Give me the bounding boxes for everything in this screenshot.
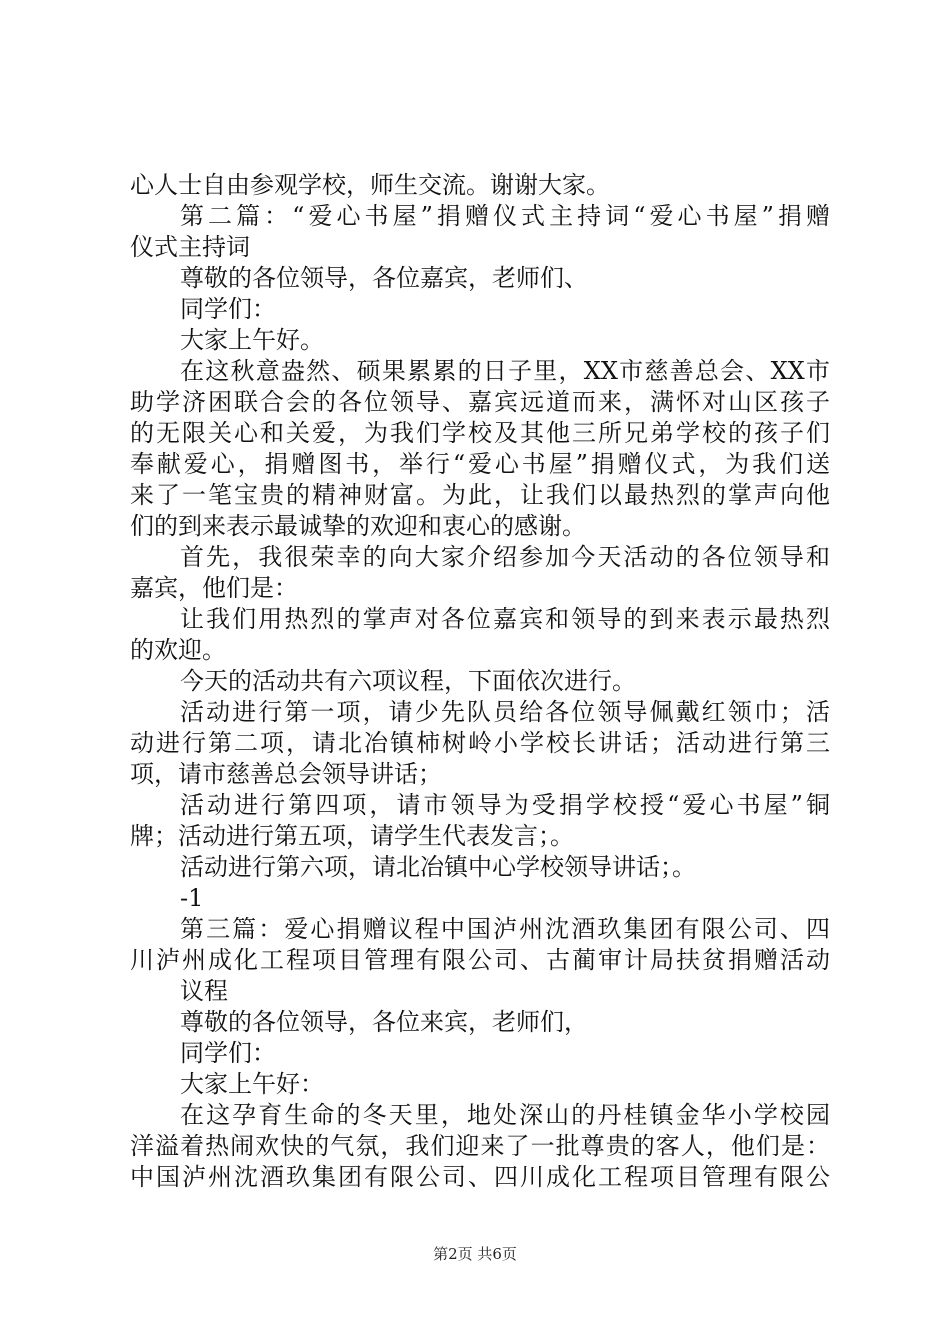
text-line: 同学们： [180, 295, 276, 323]
text-line: 大家上午好： [180, 1070, 324, 1098]
text-line: 川泸州成化工程项目管理有限公司、古蔺审计局扶贫捐赠活动 [130, 946, 830, 974]
text-line: 的无限关心和关爱，为我们学校及其他三所兄弟学校的孩子们 [130, 419, 830, 447]
text-line: 奉献爱心，捐赠图书，举行“爱心书屋”捐赠仪式，为我们送 [130, 450, 830, 478]
text-line: 洋溢着热闹欢快的气氛，我们迎来了一批尊贵的客人，他们是： [130, 1132, 830, 1160]
text-line: 在这孕育生命的冬天里，地处深山的丹桂镇金华小学校园 [180, 1101, 830, 1129]
text-line: 项，请市慈善总会领导讲话； [130, 760, 442, 788]
text-line: 嘉宾，他们是： [130, 574, 298, 602]
text-line: 们的到来表示最诚挚的欢迎和衷心的感谢。 [130, 512, 586, 540]
text-line: 议程 [180, 977, 228, 1005]
text-line: -1 [180, 884, 204, 912]
text-line: 中国泸州沈酒玖集团有限公司、四川成化工程项目管理有限公 [130, 1163, 830, 1191]
text-line: 牌；活动进行第五项，请学生代表发言；。 [130, 822, 574, 850]
text-line: 第三篇：爱心捐赠议程中国泸州沈酒玖集团有限公司、四 [180, 915, 830, 943]
text-line: 第二篇：“爱心书屋”捐赠仪式主持词“爱心书屋”捐赠 [180, 202, 830, 230]
text-line: 尊敬的各位领导，各位嘉宾，老师们、 [180, 264, 588, 292]
text-line: 仪式主持词 [130, 233, 250, 261]
document-body [130, 170, 830, 1193]
text-line: 活动进行第六项，请北冶镇中心学校领导讲话；。 [180, 853, 696, 881]
text-line: 助学济困联合会的各位领导、嘉宾远道而来，满怀对山区孩子 [130, 388, 830, 416]
text-line: 首先，我很荣幸的向大家介绍参加今天活动的各位领导和 [180, 543, 830, 571]
text-line: 尊敬的各位领导，各位来宾，老师们， [180, 1008, 588, 1036]
text-line: 大家上午好。 [180, 326, 324, 354]
text-line: 让我们用热烈的掌声对各位嘉宾和领导的到来表示最热烈 [180, 605, 830, 633]
text-line: 在这秋意盎然、硕果累累的日子里，XX市慈善总会、XX市 [180, 357, 830, 385]
page-footer: 第2页 共6页 [433, 1245, 517, 1263]
text-line: 今天的活动共有六项议程，下面依次进行。 [180, 667, 636, 695]
text-line: 心人士自由参观学校，师生交流。谢谢大家。 [130, 171, 610, 199]
text-line: 动进行第二项，请北冶镇柿树岭小学校长讲话；活动进行第三 [130, 729, 830, 757]
text-line: 活动进行第四项，请市领导为受捐学校授“爱心书屋”铜 [180, 791, 830, 819]
text-line: 的欢迎。 [130, 636, 226, 664]
text-line: 活动进行第一项，请少先队员给各位领导佩戴红领巾；活 [180, 698, 830, 726]
text-line: 同学们： [180, 1039, 276, 1067]
text-line: 来了一笔宝贵的精神财富。为此，让我们以最热烈的掌声向他 [130, 481, 830, 509]
